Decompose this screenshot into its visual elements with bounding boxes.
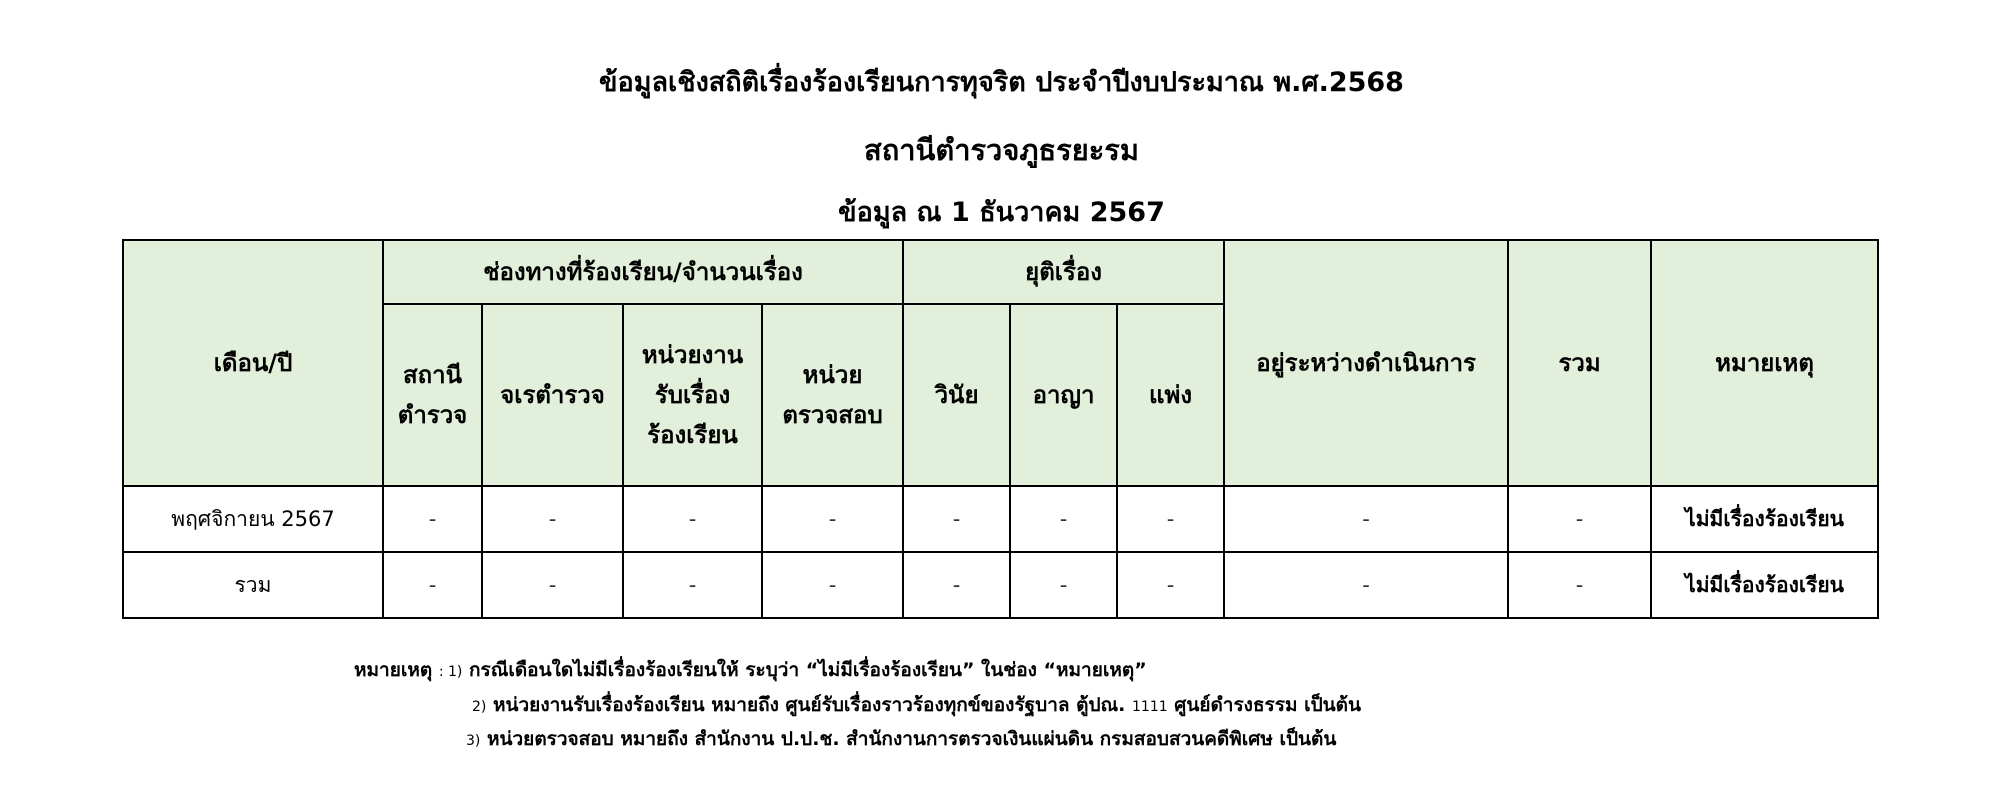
- cell-value: -: [482, 486, 623, 552]
- table-row: [123, 552, 1878, 618]
- header-remark: หมายเหตุ: [1651, 240, 1878, 486]
- row-remark: ไม่มีเรื่องร้องเรียน: [1651, 552, 1878, 618]
- complaint-stats-table: [122, 239, 1879, 619]
- header-total: รวม: [1508, 240, 1651, 486]
- row-month: รวม: [123, 552, 383, 618]
- header-audit-agency: หน่วย ตรวจสอบ: [762, 304, 903, 486]
- footnote-number: 3): [466, 733, 481, 749]
- data-date: ข้อมูล ณ 1 ธันวาคม 2567: [838, 197, 1165, 228]
- row-remark: ไม่มีเรื่องร้องเรียน: [1651, 486, 1878, 552]
- cell-value: -: [762, 486, 903, 552]
- footnote-code: 1111: [1132, 699, 1168, 715]
- cell-value: -: [1010, 552, 1117, 618]
- row-month: พฤศจิกายน 2567: [123, 486, 383, 552]
- header-complaint-agency: หน่วยงาน รับเรื่อง ร้องเรียน: [623, 304, 762, 486]
- cell-value: -: [383, 486, 482, 552]
- footnote-text: หน่วยงานรับเรื่องร้องเรียน หมายถึง ศูนย์รับเรื่องราวร้องทุกข์ของรัฐบาล ตู้ปณ.: [493, 694, 1126, 716]
- cell-value: -: [762, 552, 903, 618]
- report-title: ข้อมูลเชิงสถิติเรื่องร้องเรียนการทุจริต ประจำปีงบประมาณ พ.ศ.2568: [599, 67, 1404, 98]
- cell-value: -: [623, 552, 762, 618]
- cell-value: -: [383, 552, 482, 618]
- header-in-progress: อยู่ระหว่างดำเนินการ: [1224, 240, 1508, 486]
- footnote-text: หน่วยตรวจสอบ หมายถึง สำนักงาน ป.ป.ช. สำนักงานการตรวจเงินแผ่นดิน กรมสอบสวนคดีพิเศษ เป็นต้น: [487, 728, 1337, 750]
- header-resolved-group: ยุติเรื่อง: [903, 240, 1224, 304]
- cell-value: -: [623, 486, 762, 552]
- cell-value: -: [1508, 552, 1651, 618]
- footnote-2: [472, 690, 1361, 720]
- header-civil: แพ่ง: [1117, 304, 1224, 486]
- footnote-3: [466, 724, 1336, 754]
- header-police-station: สถานี ตำรวจ: [383, 304, 482, 486]
- cell-value: -: [1508, 486, 1651, 552]
- cell-value: -: [1010, 486, 1117, 552]
- footnote-text: ศูนย์ดำรงธรรม เป็นต้น: [1174, 694, 1361, 716]
- footnote-text: กรณีเดือนใดไม่มีเรื่องร้องเรียนให้ ระบุว่า “ไม่มีเรื่องร้องเรียน” ในช่อง “หมายเหตุ”: [469, 659, 1147, 681]
- header-discipline: วินัย: [903, 304, 1010, 486]
- header-inspector: จเรตำรวจ: [482, 304, 623, 486]
- cell-value: -: [482, 552, 623, 618]
- footnote-number: 2): [472, 699, 487, 715]
- footnote-label: หมายเหตุ: [354, 659, 433, 681]
- header-month: เดือน/ปี: [123, 240, 383, 486]
- cell-value: -: [1224, 552, 1508, 618]
- footnote-number: : 1): [438, 664, 463, 680]
- cell-value: -: [903, 552, 1010, 618]
- station-name: สถานีตำรวจภูธรยะรม: [864, 133, 1139, 167]
- cell-value: -: [1117, 486, 1224, 552]
- cell-value: -: [903, 486, 1010, 552]
- header-channels-group: ช่องทางที่ร้องเรียน/จำนวนเรื่อง: [383, 240, 903, 304]
- table-row: [123, 486, 1878, 552]
- footnote-1: [354, 655, 1147, 685]
- cell-value: -: [1117, 552, 1224, 618]
- header-criminal: อาญา: [1010, 304, 1117, 486]
- cell-value: -: [1224, 486, 1508, 552]
